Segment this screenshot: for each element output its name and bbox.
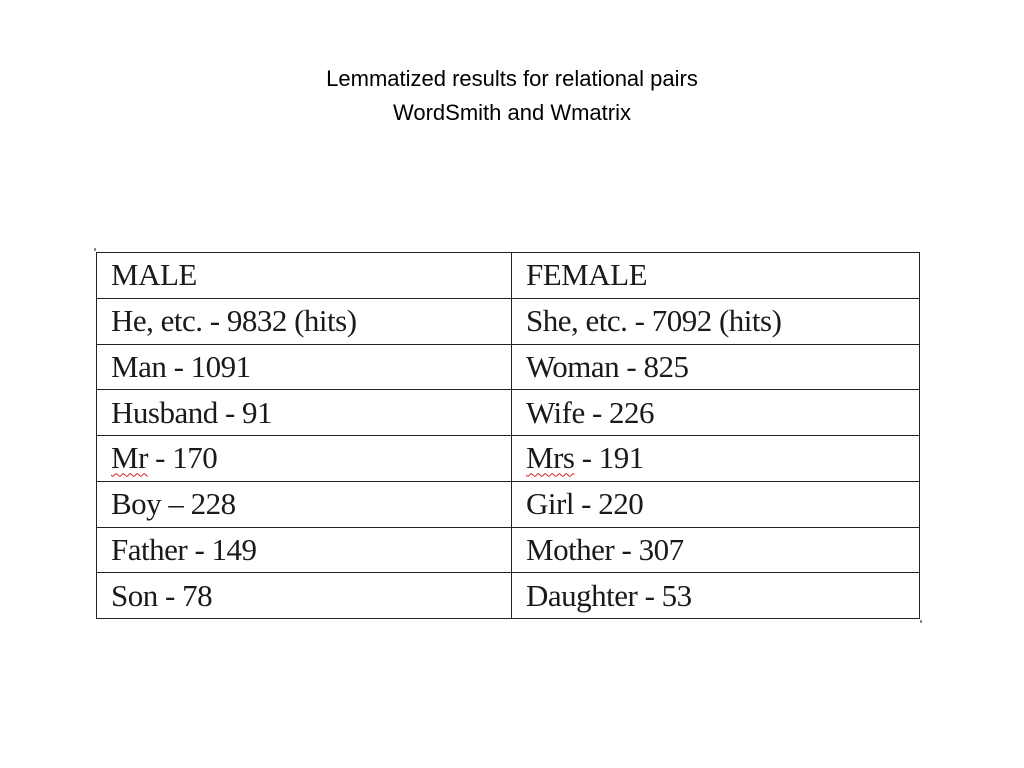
table-row [97,344,920,390]
slide-title [0,62,1024,130]
table-row [97,298,920,344]
table-row [97,527,920,573]
male-cell: Man - 1091 [97,344,512,390]
title-line-1: Lemmatized results for relational pairs [326,66,698,91]
male-cell: He, etc. - 9832 (hits) [97,298,512,344]
table-header-row [97,253,920,299]
female-cell: Daughter - 53 [512,573,920,619]
male-cell: Husband - 91 [97,390,512,436]
male-cell: Mr - 170 [97,436,512,482]
pairs-table [96,252,920,619]
relational-pairs-table [96,252,920,619]
female-cell: Girl - 220 [512,481,920,527]
male-cell: Father - 149 [97,527,512,573]
female-cell: Woman - 825 [512,344,920,390]
table-row [97,573,920,619]
table-row [97,481,920,527]
table-row [97,390,920,436]
female-cell: She, etc. - 7092 (hits) [512,298,920,344]
male-cell: Boy – 228 [97,481,512,527]
spellcheck-word: Mr [111,440,148,476]
table-corner-mark [920,620,922,623]
table-row [97,436,920,482]
table-corner-mark [94,248,96,251]
header-male: MALE [97,253,512,299]
header-female: FEMALE [512,253,920,299]
male-cell: Son - 78 [97,573,512,619]
female-cell: Wife - 226 [512,390,920,436]
female-cell: Mrs - 191 [512,436,920,482]
spellcheck-word: Mrs [526,440,575,476]
female-cell: Mother - 307 [512,527,920,573]
title-line-2: WordSmith and Wmatrix [393,100,631,125]
